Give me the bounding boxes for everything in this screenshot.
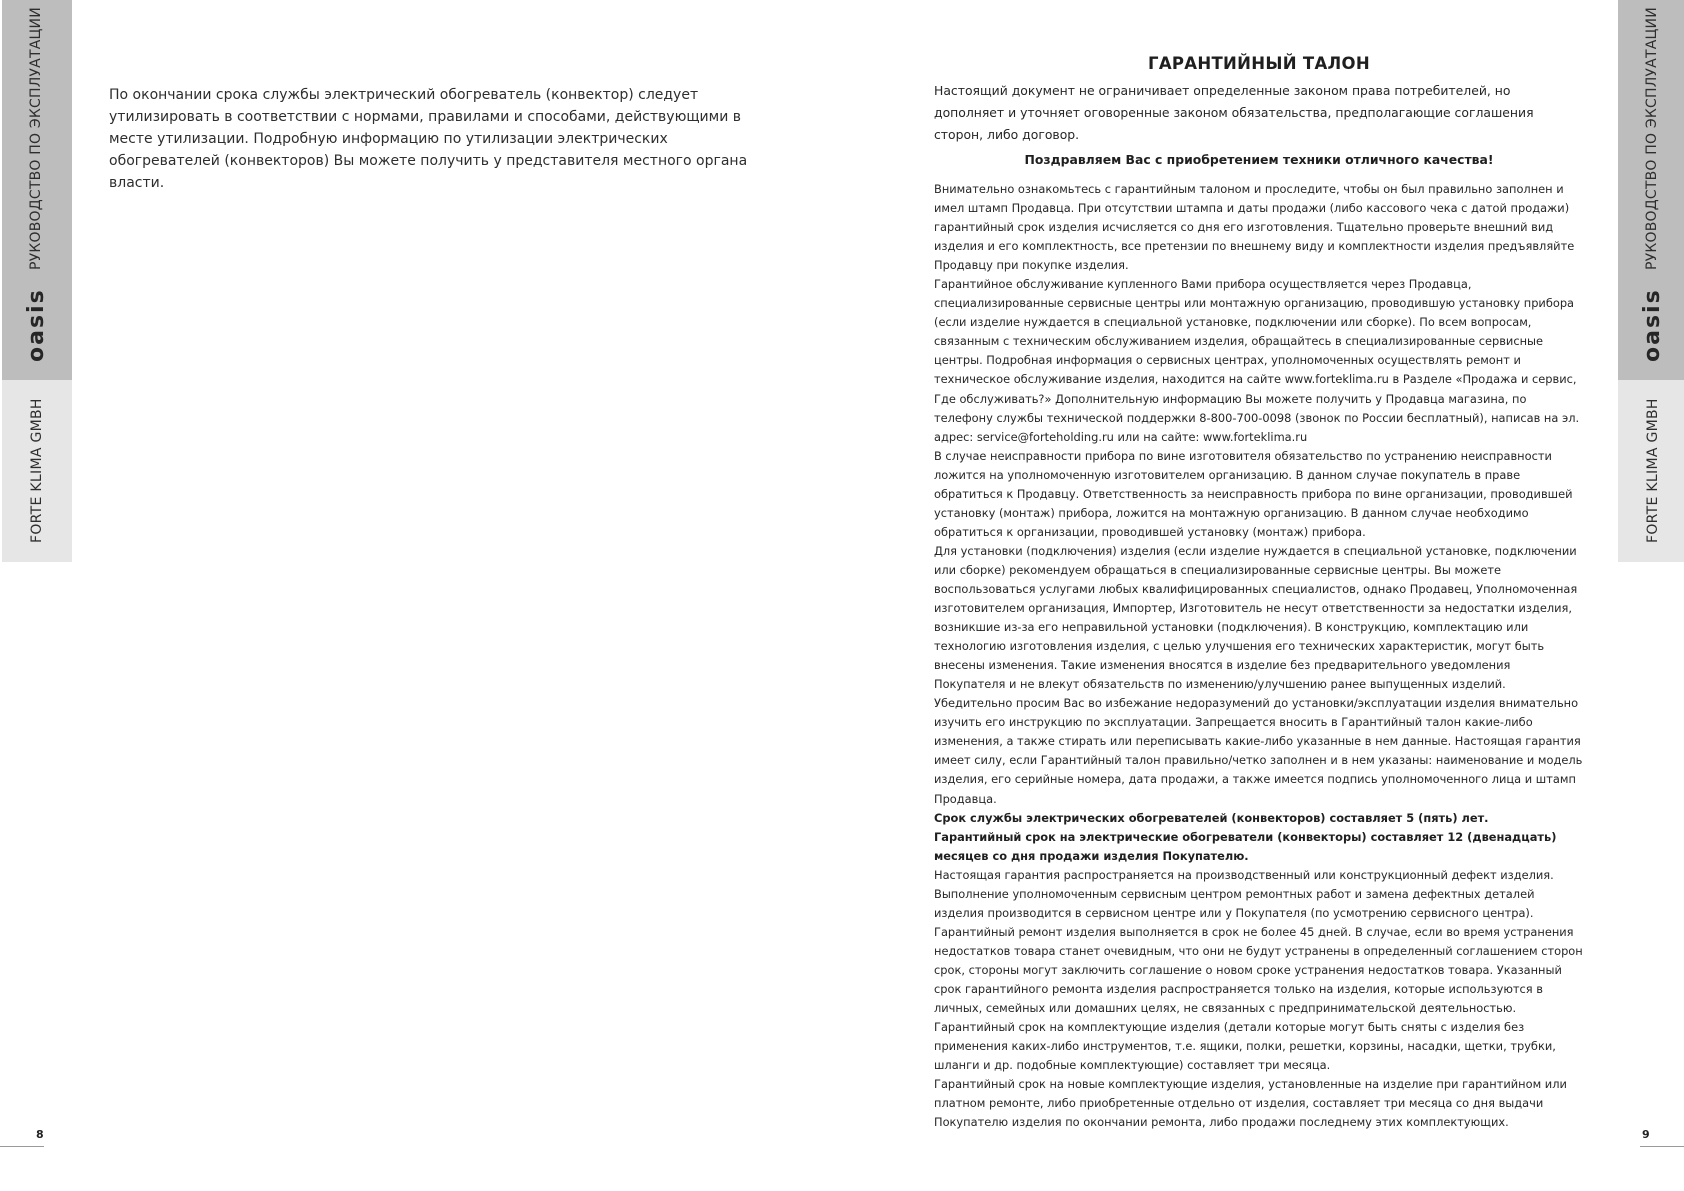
warranty-paragraph: Гарантийное обслуживание купленного Вами прибора осуществляется через Продавца, специализированные сервисные центры или монтажную организацию, проводившую установку прибора (если изделие нуждается в специальной установке, подключении или сборке). По всем вопросам, связанным с техническим обслуживанием изделия, обращайтесь в специализированные сервисные центры. Подробная информация о сервисных центрах, уполномоченных осуществлять ремонт и техническое обслуживание изделия, находится на сайте www.forteklima.ru в Разделе «Продажа и сервис, Где обслуживать?» Дополнительную информацию Вы можете получить у Продавца магазина, по телефону службы технической поддержки 8-800-700-0098 (звонок по России бесплатный), написав на эл. адрес: service@forteholding.ru или на сайте: www.forteklima.ru bbox=[934, 277, 1580, 444]
right-side-tab bbox=[1618, 0, 1684, 562]
left-side-tab-manual-label: РУКОВОДСТВО ПО ЭКСПЛУАТАЦИИ bbox=[28, 7, 44, 270]
warranty-paragraph: Внимательно ознакомьтесь с гарантийным талоном и проследите, чтобы он был правильно заполнен и имел штамп Продавца. При отсутствии штампа и даты продажи (либо кассового чека с датой продажи) гарантийный срок изделия исчисляется со дня его изготовления. Тщательно проверьте внешний вид изделия и его комплектность, все претензии по внешнему виду и комплектности изделия предъявляйте Продавцу при покупке изделия. bbox=[934, 182, 1575, 273]
right-side-tab-manual-label: РУКОВОДСТВО ПО ЭКСПЛУАТАЦИИ bbox=[1644, 7, 1660, 270]
right-page-content bbox=[934, 54, 1584, 1132]
right-side-tab-brand-logo: oasis bbox=[1640, 288, 1665, 362]
warranty-paragraph: Гарантийный срок на комплектующие изделия (детали которые могут быть сняты с изделия без применения каких-либо инструментов, т.е. ящики, полки, решетки, корзины, насадки, щетки, трубки, шланги и др. подобные комплектующие) составляет три месяца. bbox=[934, 1020, 1556, 1073]
warranty-paragraph: Для установки (подключения) изделия (если изделие нуждается в специальной установке, подключении или сборке) рекомендуем обращаться в специализированные сервисные центры. Вы можете воспользоваться услугами любых квалифицированных специалистов, однако Продавец, Уполномоченная изготовителем организация, Импортер, Изготовитель не несут ответственности за недостатки изделия, возникшие из-за его неправильной установки (подключения). В конструкцию, комплектацию или технологию изготовления изделия, с целью улучшения его технических характеристик, могут быть внесены изменения. Такие изменения вносятся в изделие без предварительного уведомления Покупателя и не влекут обязательств по изменению/улучшению ранее выпущенных изделий. Убедительно просим Вас во избежание недоразумений до установки/эксплуатации изделия внимательно изучить его инструкцию по эксплуатации. Запрещается вносить в Гарантийный талон какие-либо изменения, а также стирать или переписывать какие-либо указанные в нем данные. Настоящая гарантия имеет силу, если Гарантийный талон правильно/четко заполнен и в нем указаны: наименование и модель изделия, его серийные номера, дата продажи, а также имеется подпись уполномоченного лица и штамп Продавца. bbox=[934, 543, 1583, 806]
left-page-footer-line bbox=[0, 1146, 44, 1147]
left-side-tab-brand-logo: oasis bbox=[24, 288, 49, 362]
right-side-tab-company-label: FORTE KLIMA GMBH bbox=[1645, 398, 1661, 543]
warranty-body bbox=[934, 180, 1584, 1132]
left-side-tab bbox=[2, 0, 72, 562]
warranty-period-statement: Гарантийный срок на электрические обогреватели (конвекторы) составляет 12 (двенадцать) месяцев со дня продажи изделия Покупателю. bbox=[934, 829, 1557, 863]
right-page-footer-line bbox=[1640, 1146, 1684, 1147]
warranty-paragraph: Гарантийный срок на новые комплектующие изделия, установленные на изделие при гарантийном или платном ремонте, либо приобретенные отдельно от изделия, составляет три месяца со дня выдачи Покупателю изделия по окончании ремонта, либо продажи последнему этих комплектующих. bbox=[934, 1077, 1567, 1130]
right-page-number: 9 bbox=[1642, 1128, 1650, 1141]
left-side-tab-company-label: FORTE KLIMA GMBH bbox=[29, 398, 45, 543]
left-page-content bbox=[109, 84, 759, 194]
warranty-paragraph: Настоящая гарантия распространяется на производственный или конструкционный дефект изделия. Выполнение уполномоченным сервисным центром ремонтных работ и замена дефектных деталей изделия производится в сервисном центре или у Покупателя (по усмотрению сервисного центра). bbox=[934, 867, 1554, 920]
warranty-title: ГАРАНТИЙНЫЙ ТАЛОН bbox=[1148, 54, 1370, 73]
warranty-intro: Настоящий документ не ограничивает определенные законом права потребителей, но дополняет и уточняет оговоренные законом обязательства, предполагающие соглашения сторон, либо договор. bbox=[934, 83, 1534, 142]
left-page-number: 8 bbox=[36, 1128, 44, 1141]
warranty-paragraph: В случае неисправности прибора по вине изготовителя обязательство по устранению неисправности ложится на уполномоченную изготовителем организацию. В данном случае покупатель в праве обратиться к Продавцу. Ответственность за неисправность прибора по вине организации, проводившей установку (монтаж) прибора, ложится на монтажную организацию. В данном случае необходимо обратиться к организации, проводившей установку (монтаж) прибора. bbox=[934, 448, 1573, 539]
warranty-paragraph: Гарантийный ремонт изделия выполняется в срок не более 45 дней. В случае, если во время устранения недостатков товара станет очевидным, что они не будут устранены в определенный соглашением сторон срок, стороны могут заключить соглашение о новом сроке устранения недостатков товара. Указанный срок гарантийного ремонта изделия распространяется только на изделия, которые используются в личных, семейных или домашних целях, не связанных с предпринимательской деятельностью. bbox=[934, 924, 1583, 1016]
congratulations-heading: Поздравляем Вас с приобретением техники отличного качества! bbox=[1024, 152, 1494, 167]
disposal-paragraph: По окончании срока службы электрический обогреватель (конвектор) следует утилизировать в соответствии с нормами, правилами и способами, действующими в месте утилизации. Подробную информацию по утилизации электрических обогревателей (конвекторов) Вы можете получить у представителя местного органа власти. bbox=[109, 87, 748, 191]
service-life-statement: Срок службы электрических обогревателей (конвекторов) составляет 5 (пять) лет. bbox=[934, 810, 1489, 825]
